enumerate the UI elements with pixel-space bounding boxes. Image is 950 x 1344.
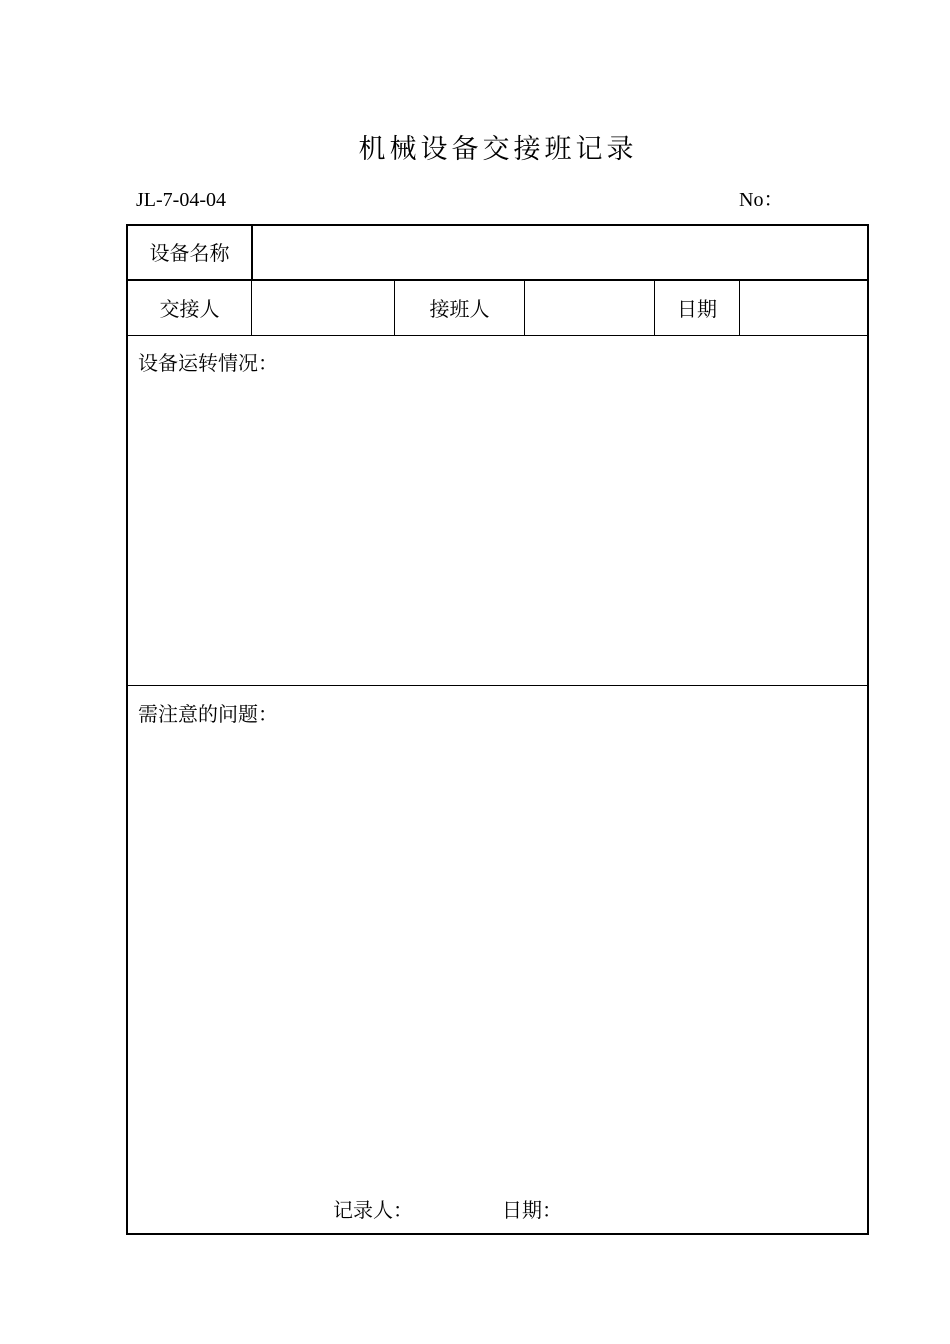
- handover-person-label: 交接人: [159, 297, 220, 321]
- receiver-label: 接班人: [429, 297, 490, 321]
- document-number-label: No：: [739, 189, 784, 211]
- operation-status-label: 设备运转情况：: [138, 351, 278, 375]
- equipment-name-label: 设备名称: [149, 241, 230, 265]
- date-field[interactable]: [740, 281, 867, 335]
- attention-issues-area[interactable]: [128, 728, 867, 1188]
- receiver-field[interactable]: [525, 281, 654, 335]
- attention-issues-label: 需注意的问题：: [138, 702, 278, 726]
- equipment-name-field[interactable]: [253, 226, 867, 279]
- row-divider: [128, 335, 867, 336]
- record-form: [126, 224, 869, 1235]
- footer-date-label: 日期：: [502, 1198, 562, 1222]
- page-title: 机械设备交接班记录: [358, 134, 638, 165]
- recorder-label: 记录人：: [333, 1198, 413, 1222]
- document-code: JL-7-04-04: [136, 189, 226, 211]
- row-divider: [128, 685, 867, 686]
- operation-status-area[interactable]: [128, 376, 867, 684]
- handover-person-field[interactable]: [252, 281, 394, 335]
- date-label: 日期: [677, 297, 717, 321]
